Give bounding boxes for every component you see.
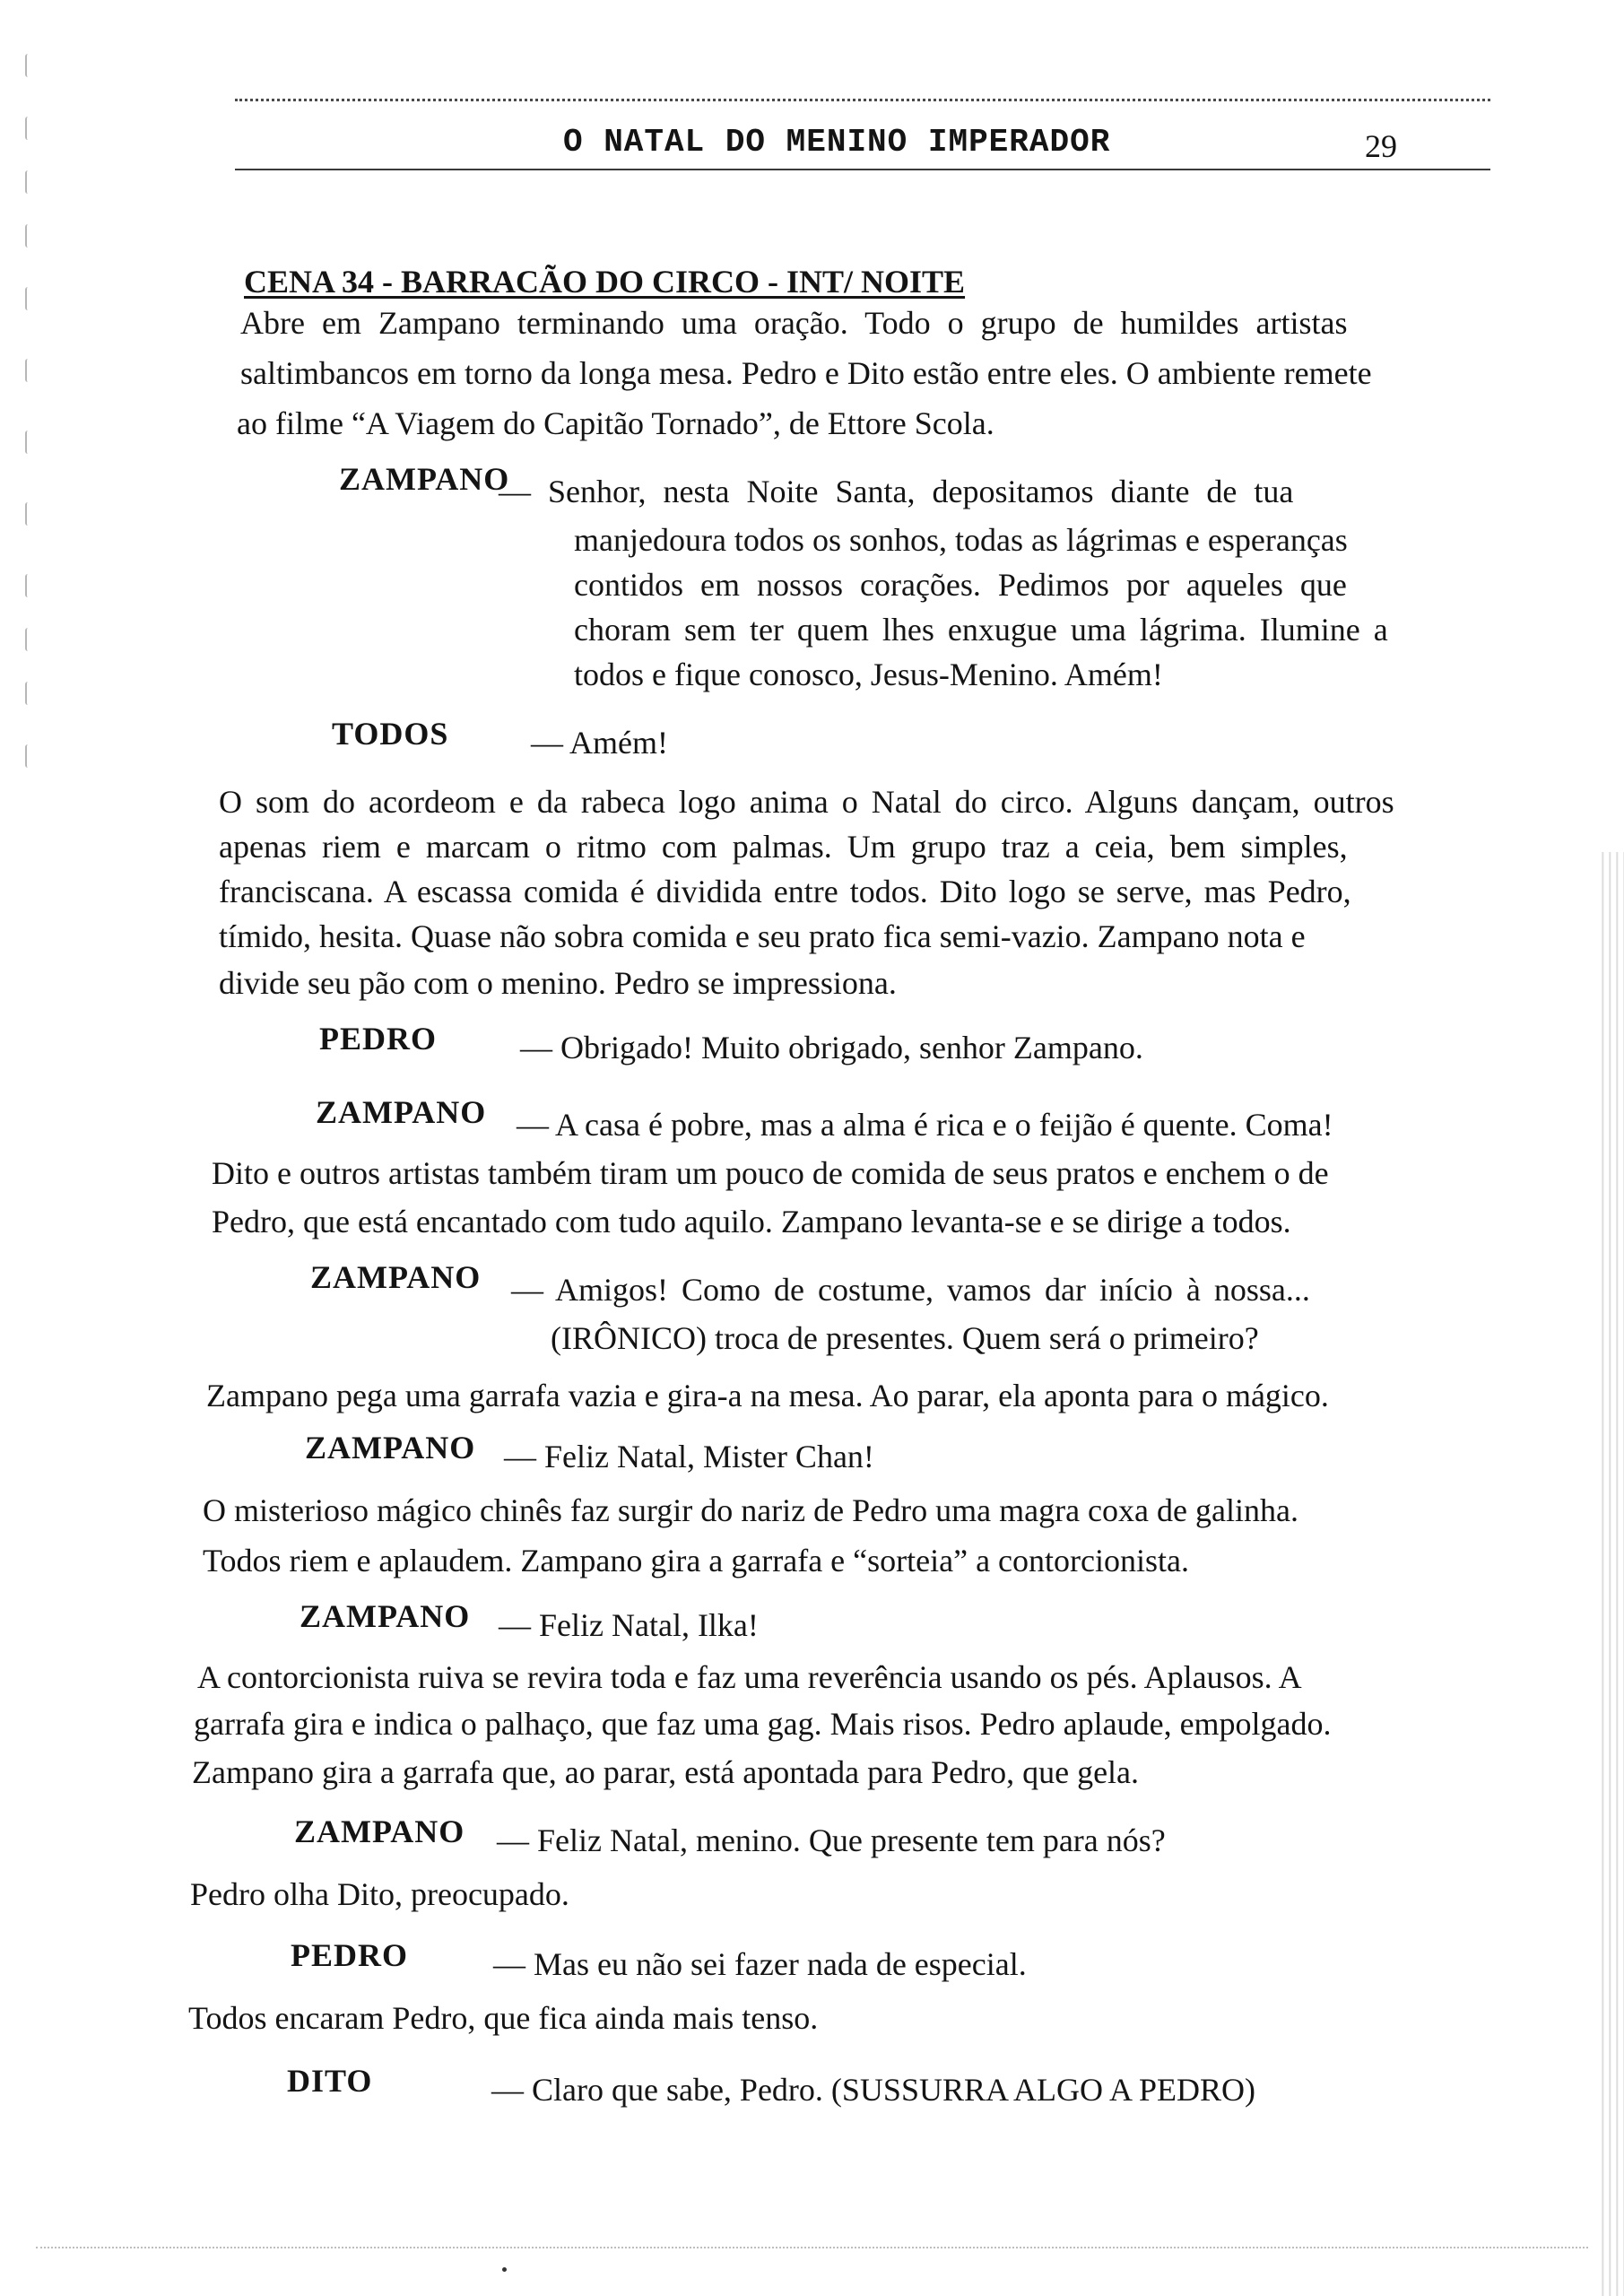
action-line: tímido, hesita. Quase não sobra comida e seu prato fica semi-vazio. Zampano nota e — [219, 918, 1306, 954]
character-name: DITO — [287, 2063, 373, 2099]
action-line: divide seu pão com o menino. Pedro se impressiona. — [219, 965, 897, 1001]
dialogue-line: manjedoura todos os sonhos, todas as lágrimas e esperanças — [574, 522, 1348, 558]
dialogue-line: — Amém! — [531, 725, 668, 761]
action-line: Todos encaram Pedro, que fica ainda mais tenso. — [188, 2000, 819, 2036]
binding-mark — [25, 117, 30, 140]
dialogue-line: — Feliz Natal, menino. Que presente tem para nós? — [497, 1822, 1166, 1858]
action-line: O misterioso mágico chinês faz surgir do nariz de Pedro uma magra coxa de galinha. — [203, 1492, 1298, 1528]
dialogue-line: — Feliz Natal, Ilka! — [499, 1607, 759, 1643]
dialogue-line: — Senhor, nesta Noite Santa, depositamos diante de tua — [499, 474, 1294, 509]
binding-mark — [25, 744, 30, 768]
dialogue-line: contidos em nossos corações. Pedimos por aqueles que — [574, 567, 1347, 603]
running-title: O NATAL DO MENINO IMPERADOR — [563, 124, 1111, 161]
character-name: ZAMPANO — [294, 1813, 465, 1849]
action-line: A contorcionista ruiva se revira toda e faz uma reverência usando os pés. Aplausos. A — [197, 1659, 1302, 1695]
action-line: franciscana. A escassa comida é dividida entre todos. Dito logo se serve, mas Pedro, — [219, 874, 1351, 909]
action-line: Pedro, que está encantado com tudo aquilo. Zampano levanta-se e se dirige a todos. — [212, 1204, 1291, 1239]
dialogue-line: (IRÔNICO) troca de presentes. Quem será o primeiro? — [551, 1320, 1259, 1356]
binding-mark — [25, 287, 30, 310]
dialogue-line: — Mas eu não sei fazer nada de especial. — [493, 1946, 1027, 1982]
action-line: Zampano pega uma garrafa vazia e gira-a na mesa. Ao parar, ela aponta para o mágico. — [206, 1378, 1329, 1413]
character-name: ZAMPANO — [305, 1430, 476, 1465]
binding-mark — [25, 628, 30, 651]
binding-mark — [25, 430, 30, 454]
header-top-rule — [235, 99, 1490, 101]
character-name: ZAMPANO — [339, 461, 510, 497]
dialogue-line: — A casa é pobre, mas a alma é rica e o feijão é quente. Coma! — [517, 1107, 1333, 1143]
binding-mark — [25, 502, 30, 526]
action-line: Zampano gira a garrafa que, ao parar, está apontada para Pedro, que gela. — [192, 1754, 1140, 1790]
binding-mark — [25, 574, 30, 597]
action-line: ao filme “A Viagem do Capitão Tornado”, de Ettore Scola. — [237, 405, 994, 441]
binding-mark — [25, 54, 30, 77]
page-number: 29 — [1365, 128, 1397, 164]
binding-mark — [25, 224, 30, 248]
action-line: garrafa gira e indica o palhaço, que faz uma gag. Mais risos. Pedro aplaude, empolgado. — [194, 1706, 1332, 1742]
dialogue-line: todos e fique conosco, Jesus-Menino. Amém! — [574, 657, 1163, 692]
action-line: Dito e outros artistas também tiram um pouco de comida de seus pratos e enchem o de — [212, 1155, 1329, 1191]
action-line: apenas riem e marcam o ritmo com palmas. Um grupo traz a ceia, bem simples, — [219, 829, 1348, 865]
character-name: TODOS — [332, 716, 449, 752]
action-line: O som do acordeom e da rabeca logo anima o Natal do circo. Alguns dançam, outros — [219, 784, 1394, 820]
action-line: Todos riem e aplaudem. Zampano gira a garrafa e “sorteia” a contorcionista. — [203, 1543, 1189, 1578]
binding-mark — [25, 359, 30, 382]
dialogue-line: — Obrigado! Muito obrigado, senhor Zampano. — [520, 1030, 1143, 1065]
scan-dot — [502, 2267, 507, 2272]
dialogue-line: — Amigos! Como de costume, vamos dar início à nossa... — [511, 1272, 1310, 1308]
scan-edge — [36, 2247, 1588, 2248]
character-name: PEDRO — [291, 1937, 408, 1973]
action-line: Abre em Zampano terminando uma oração. Todo o grupo de humildes artistas — [240, 305, 1348, 341]
dialogue-line: — Feliz Natal, Mister Chan! — [504, 1439, 874, 1474]
character-name: ZAMPANO — [310, 1259, 482, 1295]
dialogue-line: choram sem ter quem lhes enxugue uma lágrima. Ilumine a — [574, 612, 1388, 648]
character-name: ZAMPANO — [316, 1094, 487, 1130]
action-line: Pedro olha Dito, preocupado. — [190, 1876, 569, 1912]
scene-heading: CENA 34 - BARRACÃO DO CIRCO - INT/ NOITE — [244, 264, 966, 300]
dialogue-line: — Claro que sabe, Pedro. (SUSSURRA ALGO A PEDRO) — [491, 2072, 1256, 2108]
header-bottom-rule — [235, 169, 1490, 170]
scan-edge — [1597, 852, 1624, 2296]
character-name: ZAMPANO — [300, 1598, 471, 1634]
binding-mark — [25, 170, 30, 194]
binding-mark — [25, 682, 30, 705]
character-name: PEDRO — [319, 1021, 437, 1057]
action-line: saltimbancos em torno da longa mesa. Pedro e Dito estão entre eles. O ambiente remete — [240, 355, 1372, 391]
